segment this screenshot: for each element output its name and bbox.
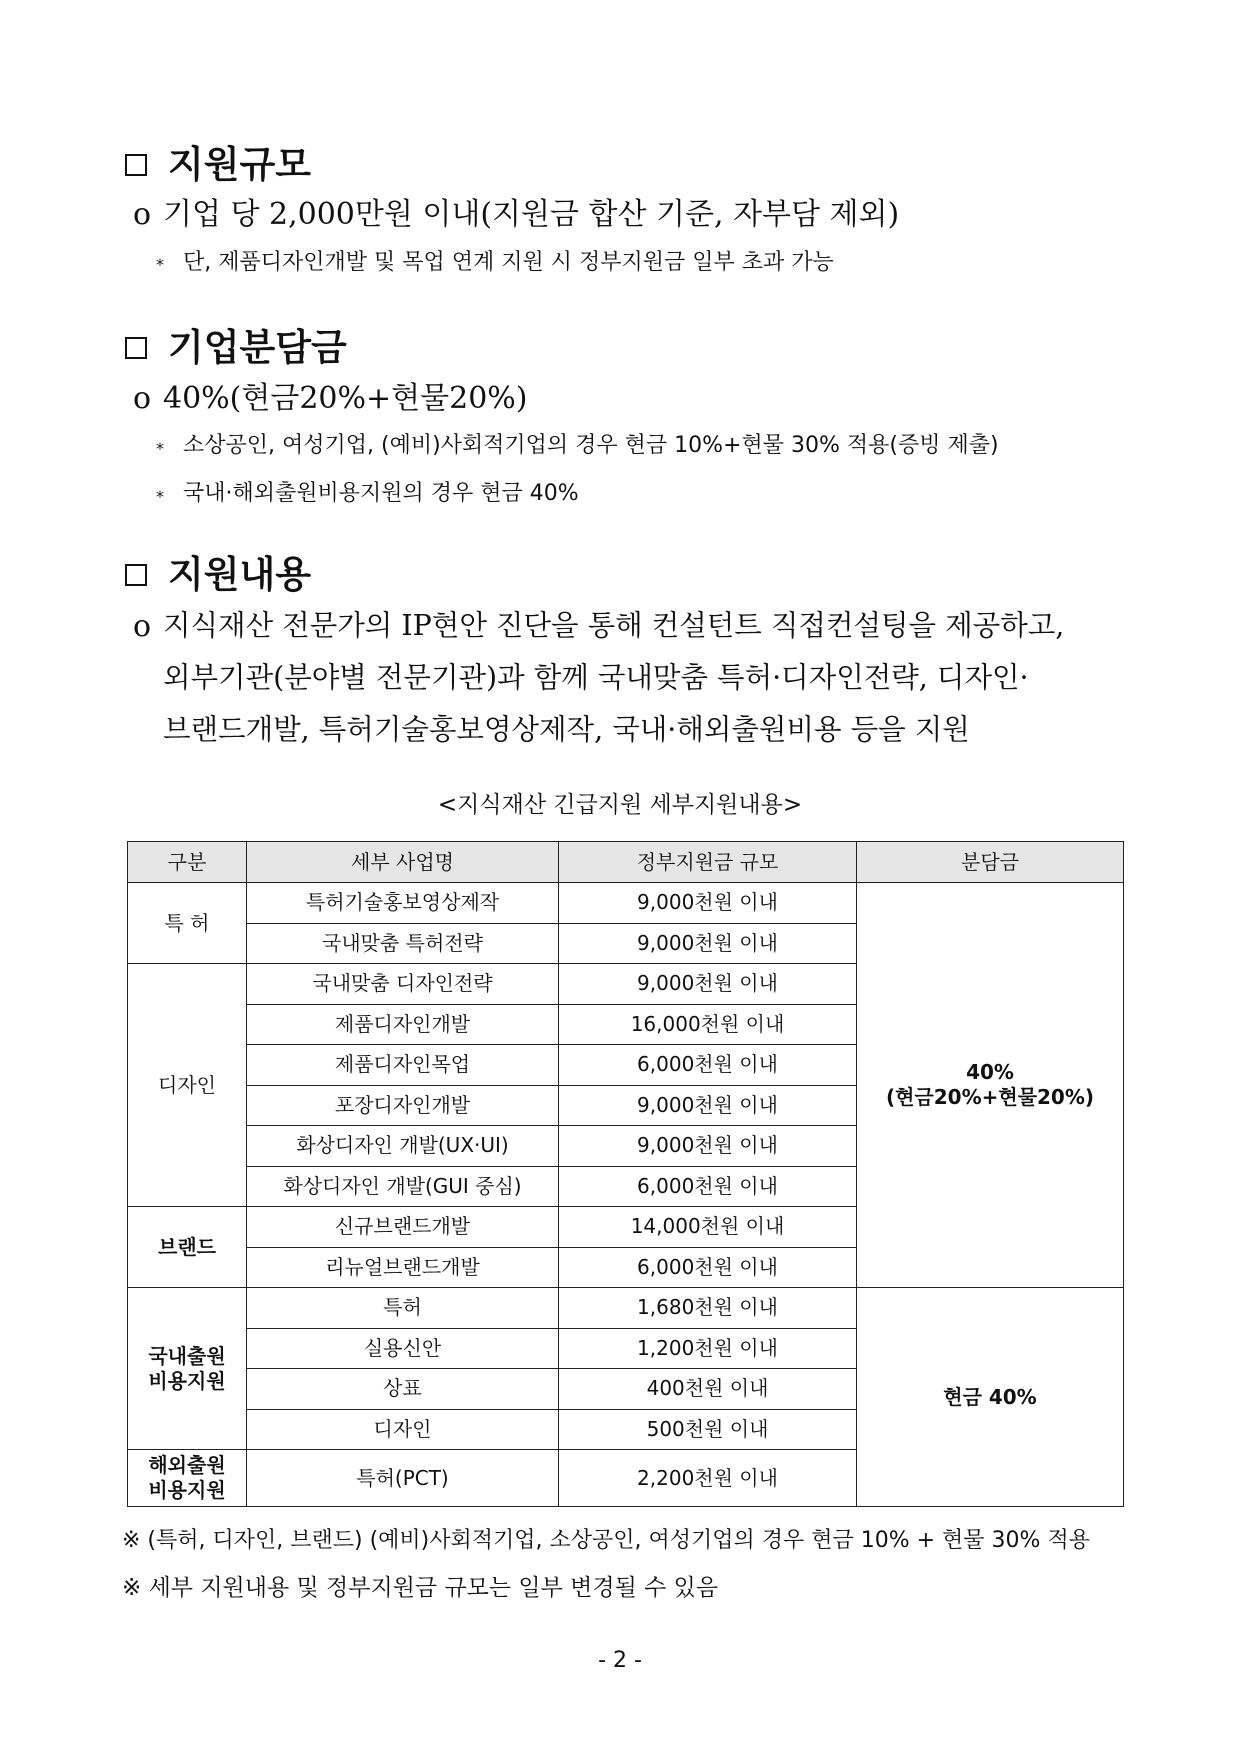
program-amount: 9,000천원 이내 (559, 883, 857, 924)
program-name: 리뉴얼브랜드개발 (247, 1247, 559, 1288)
program-amount: 6,000천원 이내 (559, 1045, 857, 1086)
group-overseas-line2: 비용지원 (148, 1478, 226, 1502)
program-name: 특허기술홍보영상제작 (247, 883, 559, 924)
program-name: 상표 (247, 1369, 559, 1410)
program-amount: 2,200천원 이내 (559, 1450, 857, 1507)
table-row (128, 883, 1124, 924)
bullet-marker: o (133, 381, 152, 416)
group-overseas-line1: 해외출원 (148, 1453, 226, 1477)
program-amount: 9,000천원 이내 (559, 923, 857, 964)
share-cell-a (857, 883, 1124, 1288)
program-amount: 9,000천원 이내 (559, 1126, 857, 1167)
page-number: - 2 - (598, 1648, 642, 1673)
share-a-line2: (현금20%+현물20%) (885, 1085, 1095, 1109)
header-amount: 정부지원금 규모 (559, 842, 857, 883)
program-name: 국내맞춤 디자인전략 (247, 964, 559, 1005)
group-domestic-line2: 비용지원 (148, 1368, 226, 1393)
program-name: 화상디자인 개발(GUI 중심) (247, 1166, 559, 1207)
checkbox-icon (125, 154, 147, 176)
group-overseas-filing (128, 1450, 247, 1507)
note-text: 소상공인, 여성기업, (예비)사회적기업의 경우 현금 10%+현물 30% 적용(증빙 제출) (183, 433, 999, 458)
group-patent: 특 허 (128, 883, 247, 964)
note-marker: * (156, 255, 164, 274)
program-name: 디자인 (247, 1409, 559, 1450)
note-marker: * (156, 439, 164, 458)
group-brand: 브랜드 (128, 1207, 247, 1288)
checkbox-icon (125, 564, 147, 586)
program-name: 제품디자인개발 (247, 1004, 559, 1045)
program-amount: 9,000천원 이내 (559, 964, 857, 1005)
program-name: 특허(PCT) (247, 1450, 559, 1507)
bullet-text: 40%(현금20%+현물20%) (163, 381, 528, 416)
table-caption: <지식재산 긴급지원 세부지원내용> (437, 792, 803, 818)
program-amount: 14,000천원 이내 (559, 1207, 857, 1248)
support-table (127, 841, 1124, 1507)
bullet-marker: o (133, 609, 152, 644)
section-title: 기업분담금 (168, 326, 347, 369)
program-amount: 6,000천원 이내 (559, 1166, 857, 1207)
table-header-row (128, 842, 1124, 883)
header-category: 구분 (128, 842, 247, 883)
footnote: ※ 세부 지원내용 및 정부지원금 규모는 일부 변경될 수 있음 (122, 1575, 719, 1601)
note-text: 단, 제품디자인개발 및 목업 연계 지원 시 정부지원금 일부 초과 가능 (183, 250, 834, 275)
program-amount: 9,000천원 이내 (559, 1085, 857, 1126)
group-domestic-filing (128, 1288, 247, 1450)
table-row (128, 1288, 1124, 1329)
checkbox-icon (125, 337, 147, 359)
bullet-marker: o (133, 197, 152, 232)
share-cell-b: 현금 40% (857, 1288, 1124, 1507)
program-name: 특허 (247, 1288, 559, 1329)
share-a-line1: 40% (966, 1060, 1014, 1084)
bullet-text: 기업 당 2,000만원 이내(지원금 합산 기준, 자부담 제외) (163, 197, 900, 232)
program-amount: 1,680천원 이내 (559, 1288, 857, 1329)
note-marker: * (156, 487, 164, 506)
program-name: 화상디자인 개발(UX·UI) (247, 1126, 559, 1167)
group-design: 디자인 (128, 964, 247, 1207)
bullet-text: 외부기관(분야별 전문기관)과 함께 국내맞춤 특허·디자인전략, 디자인· (163, 661, 1029, 694)
program-name: 포장디자인개발 (247, 1085, 559, 1126)
program-amount: 16,000천원 이내 (559, 1004, 857, 1045)
program-amount: 6,000천원 이내 (559, 1247, 857, 1288)
program-name: 제품디자인목업 (247, 1045, 559, 1086)
section-title: 지원규모 (168, 143, 311, 186)
bullet-text: 지식재산 전문가의 IP현안 진단을 통해 컨설턴트 직접컨설팅을 제공하고, (163, 609, 1065, 642)
header-program: 세부 사업명 (247, 842, 559, 883)
group-domestic-line1: 국내출원 (148, 1343, 226, 1368)
header-share: 분담금 (857, 842, 1124, 883)
footnote: ※ (특허, 디자인, 브랜드) (예비)사회적기업, 소상공인, 여성기업의 경우 현금 10% + 현물 30% 적용 (122, 1528, 1090, 1553)
section-title: 지원내용 (168, 553, 311, 596)
note-text: 국내·해외출원비용지원의 경우 현금 40% (183, 481, 579, 506)
bullet-text: 브랜드개발, 특허기술홍보영상제작, 국내·해외출원비용 등을 지원 (163, 713, 970, 746)
program-name: 국내맞춤 특허전략 (247, 923, 559, 964)
program-name: 실용신안 (247, 1328, 559, 1369)
program-amount: 400천원 이내 (559, 1369, 857, 1410)
program-amount: 500천원 이내 (559, 1409, 857, 1450)
program-name: 신규브랜드개발 (247, 1207, 559, 1248)
program-amount: 1,200천원 이내 (559, 1328, 857, 1369)
